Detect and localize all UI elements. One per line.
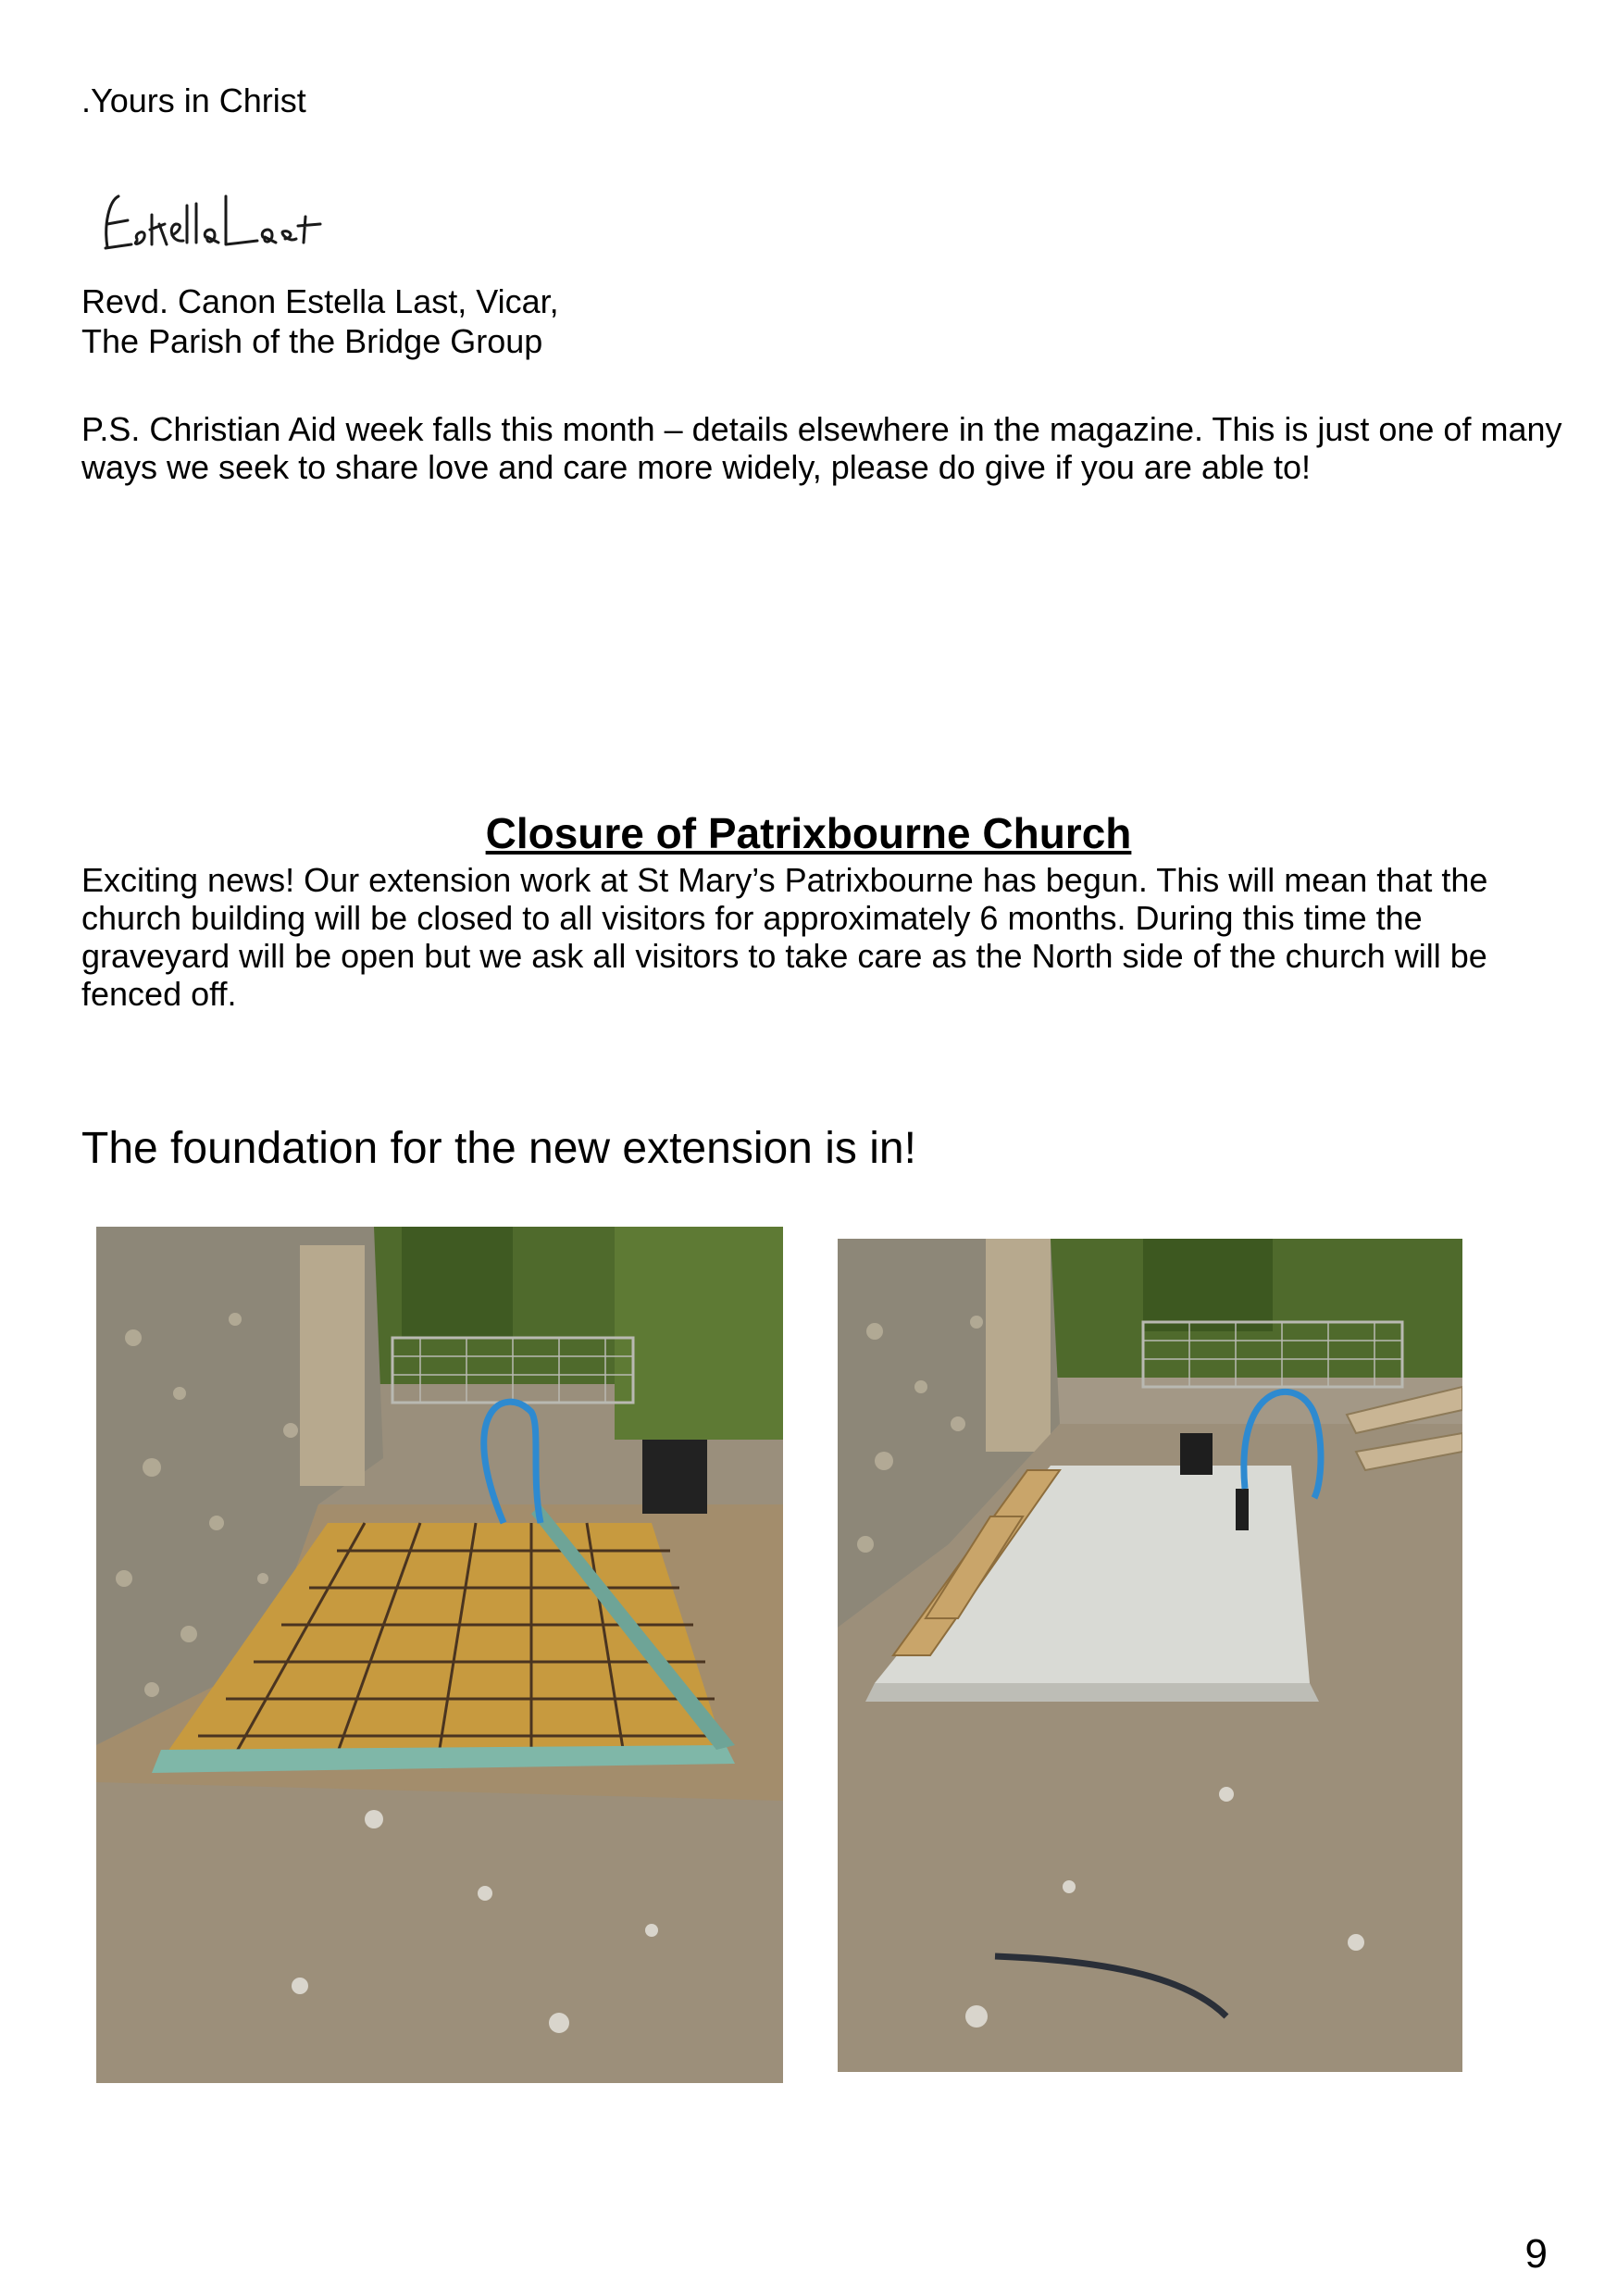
letter-closing: .Yours in Christ	[81, 81, 306, 119]
article-body: Exciting news! Our extension work at St Mary’s Patrixbourne has begun. This will mean that the church building will be closed to all visitors for approximately 6 months. During this time the graveyard will be open but we ask all visitors to take care as the North side of the church will be fenced off.	[81, 861, 1488, 1013]
article-subheading: The foundation for the new extension is in!	[81, 1124, 916, 1173]
signatory-name: Revd. Canon Estella Last, Vicar,	[81, 282, 559, 320]
foundation-concrete-photo	[838, 1239, 1462, 2072]
foundation-rebar-photo	[96, 1227, 783, 2083]
postscript-paragraph: P.S. Christian Aid week falls this month – details elsewhere in the magazine. This is just one of many ways we seek to share love and care more widely, please do give if you are able to!	[81, 410, 1562, 486]
signatory-parish: The Parish of the Bridge Group	[81, 322, 543, 360]
page-number: 9	[1524, 2231, 1548, 2277]
article-heading: Closure of Patrixbourne Church	[485, 809, 1132, 858]
signature-image	[91, 159, 368, 270]
